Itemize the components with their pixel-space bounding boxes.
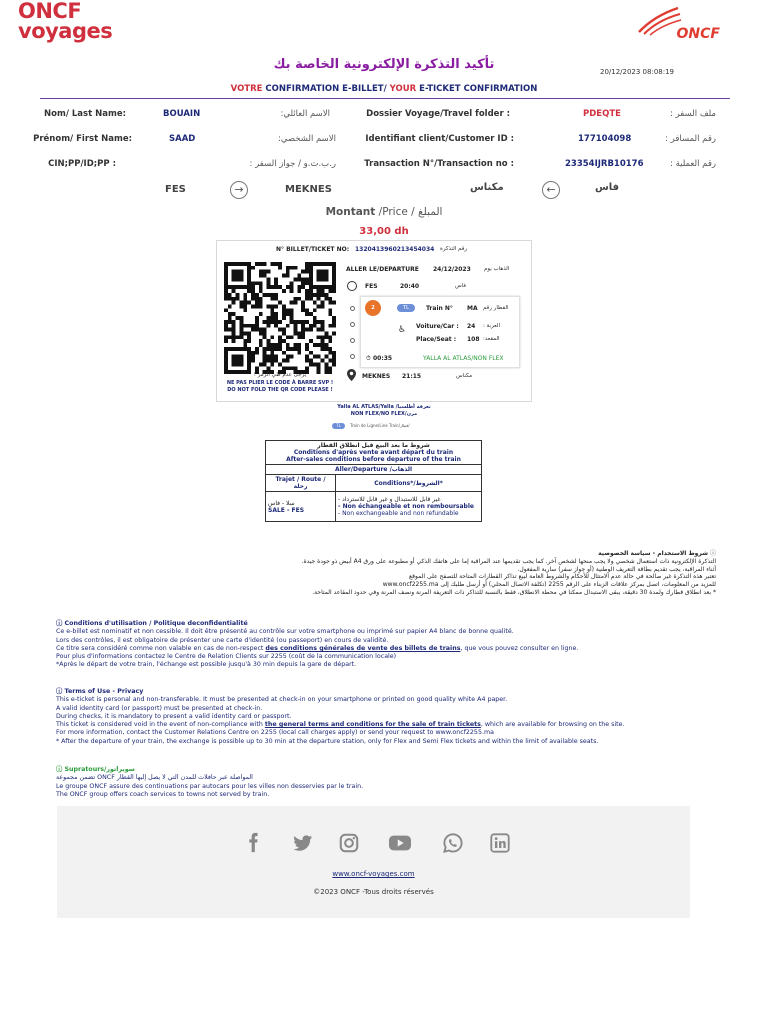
customer-id-label-ar: رقم المسافر :: [665, 134, 716, 144]
car-number: 24: [467, 323, 476, 330]
train-operator-icon: 2: [365, 300, 381, 316]
first-name-label: Prénom/ First Name:: [33, 134, 132, 144]
price-label: Montant /Price / المبلغ: [325, 206, 443, 218]
conditions-fr-line: Lors des contrôles, il est obligatoire de présenter une carte d'identité (ou passeport) en cours de validité.: [56, 636, 389, 644]
info-icon: ⓘ: [708, 550, 716, 557]
conditions-fr-line: Ce titre sera considéré comme non valable en cas de non-respect des conditions générales de vente des billets de trains, que vous pouvez consulter en ligne.: [56, 644, 579, 652]
price-value: 33,00 dh: [359, 226, 409, 237]
departure-label-ar: الذهاب يوم: [484, 266, 510, 272]
departure-station-ar: فاس: [455, 283, 467, 289]
supratours-line: Le groupe ONCF assure des continuations par autocars pour les villes non desservies par le train.: [56, 782, 364, 790]
info-icon: ⓘ: [56, 620, 65, 627]
line-train-badge: TL: [332, 423, 345, 429]
departure-station: FES: [365, 283, 378, 290]
last-name-label-ar: الاسم العائلي:: [280, 109, 330, 119]
conditions-route-cell: سلا - فاس SALE - FES: [266, 492, 336, 522]
conditions-title: شروط ما بعد البيع قبل انطلاق القطار Conditions d'après vente avant départ du train After-sales conditions before departure of the train: [266, 441, 482, 465]
trip-duration: 00:35: [373, 355, 393, 362]
subtitle-part: CONFIRMATION E-BILLET/: [262, 84, 387, 94]
departure-time: 20:40: [400, 283, 420, 290]
train-number: MA: [467, 305, 478, 312]
privacy-arabic: [76, 550, 716, 597]
terms-en-line: * After the departure of your train, the exchange is possible up to 30 min at the departure station, only for Flex and Semi Flex tickets and within the limit of available seats.: [56, 737, 599, 745]
arrival-station: MEKNES: [362, 373, 391, 380]
travel-folder-label-ar: ملف السفر :: [670, 109, 716, 119]
issue-datetime: 20/12/2023 08:08:19: [599, 68, 674, 76]
conditions-col-route: Trajet / Route / رحلة: [266, 475, 336, 492]
last-name-label: Nom/ Last Name:: [44, 109, 126, 119]
privacy-ar-heading: ⓘ شروط الاستخدام - سياسة الخصوصية: [598, 550, 716, 557]
transaction-label: Transaction N°/Transaction no :: [364, 159, 514, 169]
last-name-value: BOUAIN: [163, 109, 201, 119]
arrow-right-icon: →: [230, 181, 248, 199]
arrow-left-icon: ←: [542, 181, 560, 199]
instagram-icon[interactable]: [338, 832, 360, 854]
seat-label: Place/Seat :: [416, 336, 457, 343]
copyright-text: ©2023 ONCF -Tous droits réservés: [313, 888, 434, 896]
departure-station-marker-icon: [347, 281, 357, 291]
conditions-col-conditions: Conditions*/الشروط*: [336, 475, 482, 492]
arrival-time: 21:15: [402, 373, 422, 380]
ticket-number-ar: رقم التذكرة: [440, 246, 467, 252]
supratours-line: The ONCF group offers coach services to towns not served by train.: [56, 790, 270, 798]
conditions-fr-line: Ce e-billet est nominatif et non cessible. Il doit être présenté au contrôle sur votre smartphone ou imprimé sur papier A4 blanc de bonne qualité.: [56, 628, 514, 636]
fare-info-line: Yalla AL ATLAS/Yalla /تعرفة أطلسيا: [337, 404, 431, 410]
line-train-text: Train de Ligne/Line Train/قطار/: [350, 423, 410, 428]
train-type-badge: TL: [397, 304, 415, 312]
oncf-voyages-logo: [18, 2, 112, 42]
linkedin-icon[interactable]: [489, 832, 511, 854]
car-label: Voiture/Car :: [416, 323, 459, 330]
cin-label-ar: ر.ب.ت.و / جواز السفر :: [249, 159, 336, 169]
departure-label: ALLER LE/DEPARTURE: [346, 266, 419, 273]
travel-folder-label: Dossier Voyage/Travel folder :: [366, 109, 510, 119]
route-to-ar: مكناس: [470, 182, 504, 193]
route-dot: [350, 306, 355, 311]
qr-code: [222, 262, 338, 374]
terms-en-line: A valid identity card (or passport) must be presented at check-in.: [56, 704, 263, 712]
car-label-ar: العربة :: [483, 323, 500, 329]
privacy-ar-line: التذكرة الإلكترونية ذات استعمال شخصي ولا يجب منحها لشخص آخر. كما يجب تقديمها عند المراقبة إما على هاتفك الذكي أو مطبوعة على ورق A4 أبيض ذو جودة جيدة.: [301, 557, 716, 565]
youtube-icon[interactable]: [387, 832, 413, 854]
wheelchair-seat-icon: ♿: [398, 325, 407, 335]
first-name-value: SAAD: [169, 134, 196, 144]
supratours-line: المواصلة عبر حافلات للمدن التي لا يصل إليها القطار ONCF تضمن مجموعة: [56, 774, 253, 782]
twitter-icon[interactable]: [292, 832, 314, 854]
transaction-label-ar: رقم العملية :: [670, 159, 716, 169]
privacy-ar-line: تعتبر هذه التذكرة غير صالحة في حالة عدم الامتثال للأحكام والشروط العامة لبيع تذاكر القطارات المتاحة للتصفح على الموقع: [408, 573, 716, 581]
departure-date: 24/12/2023: [433, 266, 471, 273]
arrival-station-ar: مكناس: [456, 373, 473, 379]
terms-en-heading: ⓘ Terms of Use - Privacy: [56, 688, 144, 695]
fare-type: YALLA AL ATLAS/NON FLEX: [423, 355, 504, 362]
terms-en-line: During checks, it is mandatory to present a valid identity card or passport.: [56, 712, 292, 720]
subtitle-part: VOTRE: [230, 84, 263, 94]
oncf-logo: [630, 6, 720, 44]
conditions-direction: Aller/Departure /الذهاب: [266, 465, 482, 475]
transaction-value: 23354IJRB10176: [565, 159, 644, 169]
cin-label: CIN;PP/ID;PP :: [48, 159, 116, 169]
privacy-ar-line: للمزيد من المعلومات، اتصل بمركز علاقات الزبناء على الرقم 2255 (تكلفة الاتصال المحلي) أو أرسل طلبك إلى www.oncf2255.ma: [382, 581, 716, 589]
conditions-fr-heading: ⓘ Conditions d'utilisation / Politique deconfidentialité: [56, 620, 248, 627]
subtitle-part: YOUR: [386, 84, 417, 94]
first-name-label-ar: الاسم الشخصي:: [277, 134, 336, 144]
info-icon: ⓘ: [56, 766, 65, 773]
route-dot: [350, 354, 355, 359]
train-label: Train N°: [426, 305, 453, 312]
route-to: MEKNES: [285, 184, 332, 195]
conditions-french: [56, 620, 706, 670]
conditions-fr-line: *Après le départ de votre train, l'échange est possible jusqu'à 30 min depuis la gare de départ.: [56, 661, 357, 669]
qr-note-en: DO NOT FOLD THE QR CODE PLEASE !: [227, 387, 333, 393]
whatsapp-icon[interactable]: [442, 832, 464, 854]
fare-info-line: NON FLEX/NO FLEX/مرن: [350, 411, 418, 417]
route-from: FES: [165, 184, 186, 195]
page-subtitle: [0, 84, 768, 94]
customer-id-label: Identifiant client/Customer ID :: [365, 134, 514, 144]
conditions-table: [265, 440, 482, 522]
logo-text-voyages: voyages: [18, 18, 113, 43]
facebook-icon[interactable]: [242, 832, 264, 854]
website-link[interactable]: www.oncf-voyages.com: [332, 870, 415, 878]
oncf-logo-text: ONCF: [676, 26, 720, 42]
seat-label-ar: المقعد:: [483, 336, 500, 342]
info-icon: ⓘ: [56, 688, 65, 695]
terms-link-fr[interactable]: des conditions générales de vente des billets de trains: [265, 644, 461, 652]
supratours-heading: ⓘ Supratours/سوبراتور: [56, 766, 135, 773]
fare-info: [0, 404, 768, 418]
terms-en-line: This e-ticket is personal and non-transferable. It must be presented at check-in on your smartphone or printed on good quality white A4 paper.: [56, 696, 508, 704]
qr-note-fr: NE PAS PLIER LE CODE À BARRE SVP !: [226, 380, 334, 386]
footer: [57, 806, 690, 918]
page-title-arabic: تأكيد التذكرة الإلكترونية الخاصة بك: [273, 57, 495, 72]
supratours-section: [56, 766, 706, 799]
route-dot: [350, 338, 355, 343]
route-from-ar: فاس: [595, 182, 620, 193]
seat-number: 108: [467, 336, 480, 343]
qr-note-ar: يرجى عدم طي الرمز !: [253, 372, 307, 378]
clock-icon: ⏱: [366, 355, 371, 362]
customer-id-value: 177104098: [578, 134, 632, 144]
logo-text-oncf: ONCF: [18, 0, 82, 23]
subtitle-part: E-TICKET CONFIRMATION: [416, 84, 538, 94]
route-dot: [350, 322, 355, 327]
header-divider: [40, 98, 730, 99]
ticket-number: 1320413960213454034: [355, 246, 435, 253]
terms-en-line: For more information, contact the Customer Relations Centre on 2255 (local call charges apply) or send your request to www.oncf2255.ma: [56, 729, 494, 737]
conditions-text-cell: - غير قابل للاستبدال و غير قابل للاسترداد - Non échangeable et non remboursable - Non exchangeable and non refundable: [336, 492, 482, 522]
conditions-fr-line: Pour plus d'informations contactez le Centre de Relation Clients sur 2255 (coût de la communication locale): [56, 653, 397, 661]
privacy-ar-line: * بعد انطلاق قطارك ولمدة 30 دقيقة، يبقى الاستبدال ممكنا في محطة الانطلاق، فقط بالنسبة للتذاكر ذات التعريفة المرنة ونصف المرنة وفي حدود المقاعد المتاحة.: [312, 588, 716, 596]
terms-english: [56, 688, 706, 746]
ticket-number-label: N° BILLET/TICKET NO:: [276, 246, 350, 253]
train-label-ar: القطار رقم: [483, 305, 509, 311]
arrival-pin-icon: [347, 369, 356, 381]
privacy-ar-line: أثناء المراقبة، يجب تقديم بطاقة التعريف الوطنية (أو جواز سفر) سارية المفعول.: [517, 565, 716, 573]
terms-link-en[interactable]: the general terms and conditions for the sale of train tickets: [264, 721, 481, 729]
terms-en-line: This ticket is considered void in the event of non-compliance with the general terms and conditions for the sale of train tickets, which are available for browsing on the site.: [56, 721, 625, 729]
travel-folder-value: PDEQTE: [583, 109, 621, 119]
